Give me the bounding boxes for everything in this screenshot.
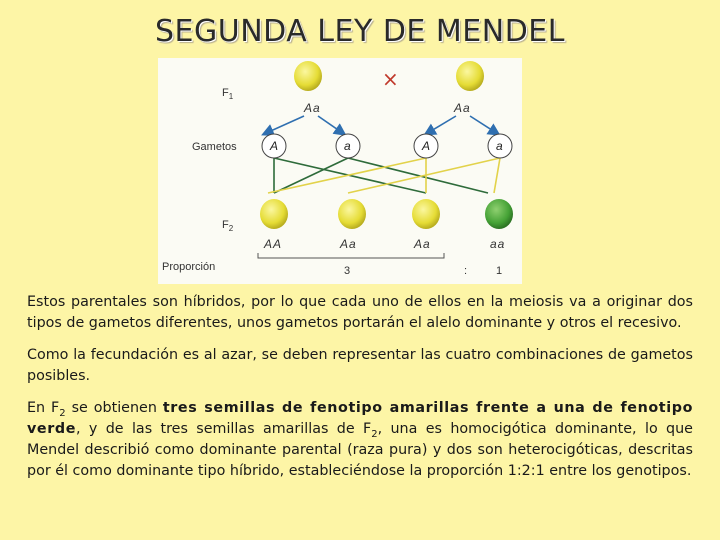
highlight-phenotype: tres semillas de fenotipo amarillas frente a una de fenotipo verde bbox=[27, 400, 693, 437]
parent-seed-right bbox=[456, 61, 484, 91]
offspring-genotype: aa bbox=[490, 237, 506, 251]
offspring-genotype: AA bbox=[264, 237, 283, 251]
page-title: SEGUNDA LEY DE MENDEL bbox=[155, 14, 565, 49]
parent-genotype-right: Aa bbox=[454, 101, 471, 115]
parent-genotype-left: Aa bbox=[304, 101, 321, 115]
paragraph-2: Como la fecundación es al azar, se deben representar las cuatro combinaciones de gametos posibles. bbox=[27, 347, 693, 384]
gametos-label: Gametos bbox=[192, 141, 237, 153]
arrow-icon bbox=[264, 116, 304, 134]
f2-label: $F_2$ bbox=[222, 219, 234, 233]
gamete-label: A bbox=[270, 139, 279, 153]
offspring-seed-yellow bbox=[338, 199, 366, 229]
gamete-label: a bbox=[344, 139, 351, 153]
paragraph-3: En $F_2$ se obtienen tres semillas de fenotipo amarillas frente a una de fenotipo verde, y de las tres semillas amarillas de $F_2$, una es homocigótica dominante, lo que Mendel describió como dominante parental (raza pura) y dos son heterocigóticas, descritas por él como dominante tipo híbrido, estableciéndose la proporción 1:2:1 entre los genotipos. bbox=[27, 400, 693, 479]
offspring-seed-yellow bbox=[260, 199, 288, 229]
arrow-icon bbox=[318, 116, 344, 134]
arrow-icon bbox=[426, 116, 456, 134]
parent-seed-left bbox=[294, 61, 322, 91]
offspring-genotype: Aa bbox=[340, 237, 357, 251]
offspring-seed-yellow bbox=[412, 199, 440, 229]
ratio-separator: : bbox=[464, 265, 468, 277]
proporcion-label: Proporción bbox=[162, 261, 216, 273]
ratio-left: 3 bbox=[344, 265, 351, 277]
yellow-bracket bbox=[258, 253, 444, 258]
explanation-text bbox=[27, 292, 693, 493]
ratio-right: 1 bbox=[496, 265, 503, 277]
arrow-icon bbox=[470, 116, 498, 134]
cross-icon: × bbox=[382, 67, 399, 91]
fertilization-lines bbox=[268, 158, 500, 193]
paragraph-1: Estos parentales son híbridos, por lo que cada uno de ellos en la meiosis va a originar dos tipos de gametos diferentes, unos gametos portarán el alelo dominante y otros el recesivo. bbox=[27, 294, 693, 331]
gamete-label: a bbox=[496, 139, 503, 153]
f1-label: $F_1$ bbox=[222, 87, 234, 101]
offspring-genotype: Aa bbox=[414, 237, 431, 251]
diagram-svg bbox=[158, 58, 522, 284]
gamete-label: A bbox=[422, 139, 431, 153]
offspring-seed-green bbox=[485, 199, 513, 229]
mendel-cross-diagram bbox=[158, 58, 522, 284]
